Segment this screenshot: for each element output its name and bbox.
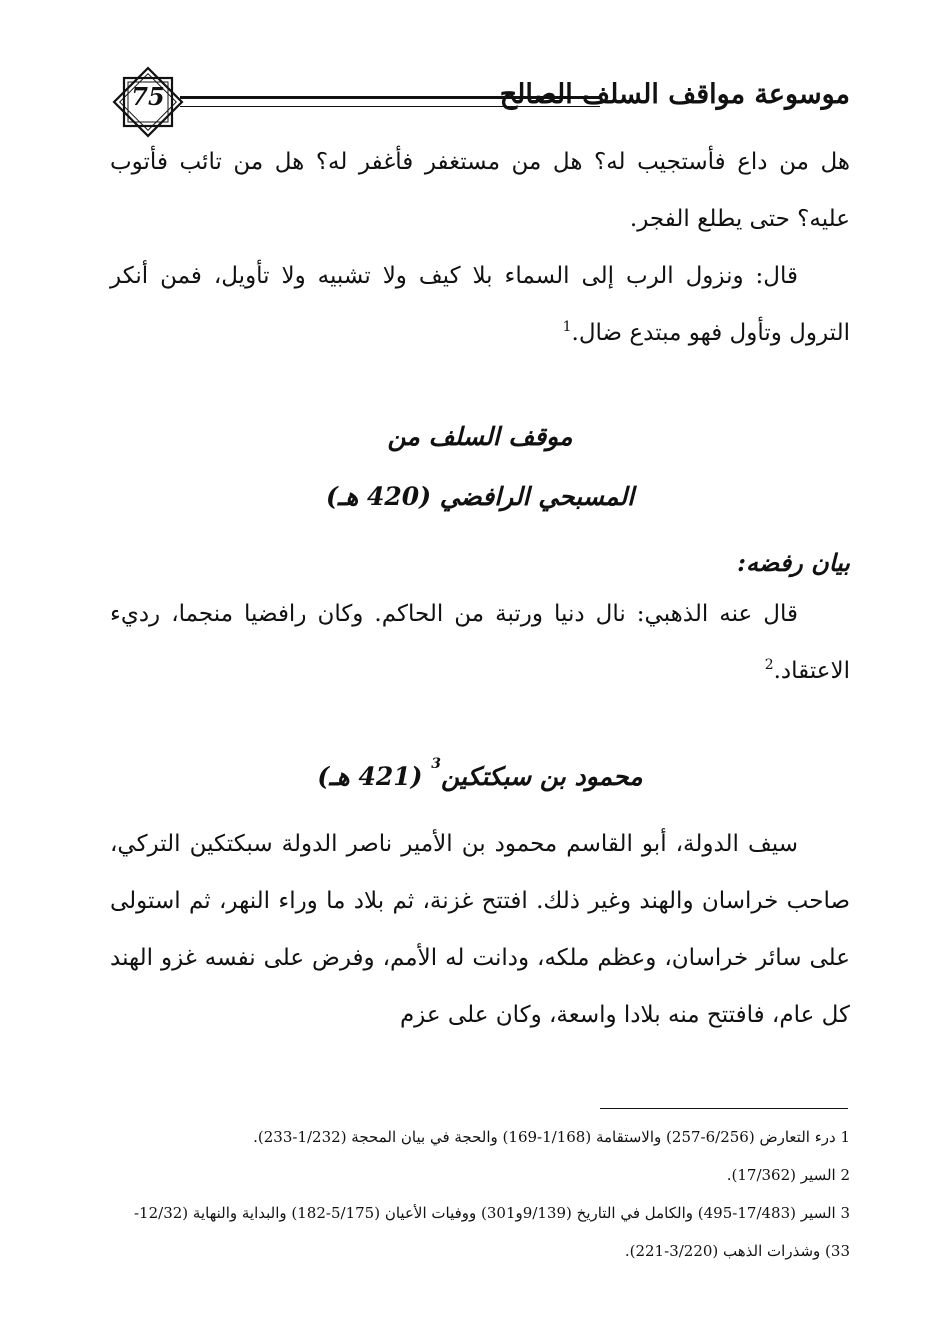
biography-title [110, 756, 850, 791]
biography-title-date: (421 هـ) [317, 762, 423, 791]
biography-title-name: محمود بن سبكتكين [440, 762, 643, 791]
biography-text: سيف الدولة، أبو القاسم محمود بن الأمير ناصر الدولة سبكتكين التركي، صاحب خراسان والهند وغير ذلك. افتتح غزنة، ثم بلاد ما وراء النهر، ثم استولى على سائر خراسان، وعظم ملكه، ودانت له الأمم، وفرض على نفسه غزو الهند كل عام، فافتتح منه بلادا واسعة، وكان على عزم [110, 831, 850, 1028]
footnote-1: 1 درء التعارض (6/256-257) والاستقامة (1/168-169) والحجة في بيان المحجة (1/232-233). [253, 1128, 850, 1146]
footnotes [110, 1118, 850, 1270]
paragraph-2 [110, 248, 850, 362]
footnote-separator [600, 1108, 848, 1109]
footnote-2: 2 السير (17/362). [726, 1166, 850, 1184]
footnote-ref-3: 3 [431, 756, 441, 772]
section-subheading: بيان رفضه: [737, 548, 850, 577]
paragraph-1: هل من داع فأستجيب له؟ هل من مستغفر فأغفر له؟ هل من تائب فأتوب عليه؟ حتى يطلع الفجر. [110, 149, 850, 232]
paragraph-2-text: قال: ونزول الرب إلى السماء بلا كيف ولا تشبيه ولا تأويل، فمن أنكر الترول وتأول فهو مبتدع ضال. [110, 263, 850, 346]
footnote-3: 3 السير (17/483-495) والكامل في التاريخ (9/139و301) ووفيات الأعيان (5/175-182) والبداية والنهاية (12/32-33) وشذرات الذهب (3/220-221). [133, 1204, 850, 1260]
section-title-line-1: موقف السلف من [387, 422, 573, 451]
section-1-text [110, 586, 850, 700]
page-number: 75 [131, 82, 165, 111]
section-1-text-body: قال عنه الذهبي: نال دنيا ورتبة من الحاكم. وكان رافضيا منجما، رديء الاعتقاد. [110, 601, 850, 684]
section-title-line-2: المسبحي الرافضي (420 هـ) [325, 482, 635, 511]
footnote-ref-1: 1 [562, 319, 572, 335]
running-head-title: موسوعة مواقف السلف الصالح [499, 79, 850, 110]
footnote-ref-2: 2 [764, 657, 774, 673]
